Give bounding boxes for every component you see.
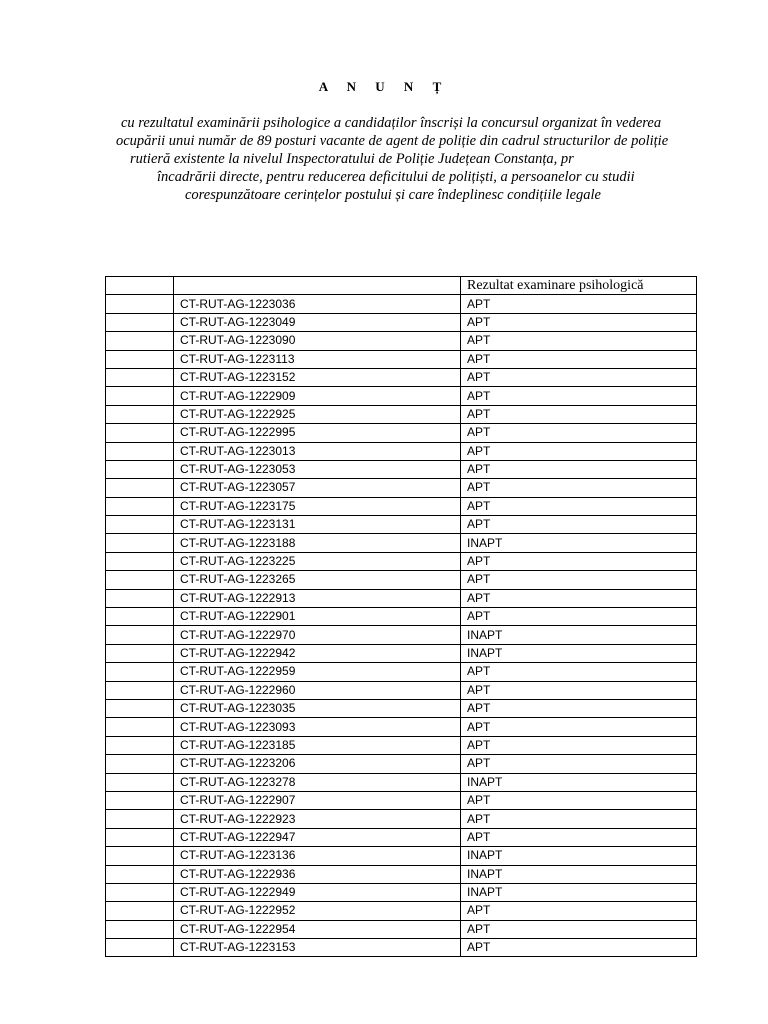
result-cell: APT: [461, 313, 697, 331]
header-code: [174, 277, 461, 295]
row-number-cell: [106, 920, 174, 938]
table-row: [106, 755, 697, 773]
row-number-cell: [106, 939, 174, 957]
candidate-code-cell: CT-RUT-AG-1223265: [174, 571, 461, 589]
candidate-code-cell: CT-RUT-AG-1223036: [174, 295, 461, 313]
row-number-cell: [106, 368, 174, 386]
row-number-cell: [106, 847, 174, 865]
table-row: [106, 939, 697, 957]
candidate-code-cell: CT-RUT-AG-1223152: [174, 368, 461, 386]
table-row: [106, 405, 697, 423]
candidate-code-cell: CT-RUT-AG-1222901: [174, 608, 461, 626]
row-number-cell: [106, 295, 174, 313]
table-row: [106, 847, 697, 865]
row-number-cell: [106, 773, 174, 791]
table-row: [106, 828, 697, 846]
candidate-code-cell: CT-RUT-AG-1223131: [174, 516, 461, 534]
row-number-cell: [106, 626, 174, 644]
result-cell: APT: [461, 571, 697, 589]
table-row: [106, 736, 697, 754]
candidate-code-cell: CT-RUT-AG-1222949: [174, 883, 461, 901]
result-cell: INAPT: [461, 626, 697, 644]
table-row: [106, 332, 697, 350]
candidate-code-cell: CT-RUT-AG-1222960: [174, 681, 461, 699]
candidate-code-cell: CT-RUT-AG-1223049: [174, 313, 461, 331]
candidate-code-cell: CT-RUT-AG-1222942: [174, 644, 461, 662]
row-number-cell: [106, 828, 174, 846]
candidate-code-cell: CT-RUT-AG-1222952: [174, 902, 461, 920]
candidate-code-cell: CT-RUT-AG-1223013: [174, 442, 461, 460]
table-row: [106, 718, 697, 736]
table-row: [106, 920, 697, 938]
table-row: [106, 313, 697, 331]
row-number-cell: [106, 902, 174, 920]
result-cell: APT: [461, 516, 697, 534]
result-cell: APT: [461, 424, 697, 442]
row-number-cell: [106, 405, 174, 423]
row-number-cell: [106, 810, 174, 828]
row-number-cell: [106, 534, 174, 552]
result-cell: INAPT: [461, 773, 697, 791]
result-cell: APT: [461, 920, 697, 938]
table-row: [106, 773, 697, 791]
row-number-cell: [106, 442, 174, 460]
candidate-code-cell: CT-RUT-AG-1223136: [174, 847, 461, 865]
row-number-cell: [106, 571, 174, 589]
table-row: [106, 681, 697, 699]
result-cell: APT: [461, 589, 697, 607]
result-cell: INAPT: [461, 534, 697, 552]
page-title: A N U N Ț: [318, 79, 450, 94]
row-number-cell: [106, 699, 174, 717]
table-row: [106, 424, 697, 442]
table-row: [106, 589, 697, 607]
result-cell: INAPT: [461, 865, 697, 883]
candidate-code-cell: CT-RUT-AG-1222995: [174, 424, 461, 442]
result-cell: APT: [461, 736, 697, 754]
row-number-cell: [106, 608, 174, 626]
candidate-code-cell: CT-RUT-AG-1222907: [174, 791, 461, 809]
table-row: [106, 608, 697, 626]
table-row: [106, 552, 697, 570]
result-cell: APT: [461, 368, 697, 386]
candidate-code-cell: CT-RUT-AG-1222909: [174, 387, 461, 405]
row-number-cell: [106, 883, 174, 901]
table-row: [106, 534, 697, 552]
row-number-cell: [106, 736, 174, 754]
candidate-code-cell: CT-RUT-AG-1223057: [174, 479, 461, 497]
result-cell: APT: [461, 552, 697, 570]
row-number-cell: [106, 460, 174, 478]
candidate-code-cell: CT-RUT-AG-1222923: [174, 810, 461, 828]
result-cell: INAPT: [461, 847, 697, 865]
row-number-cell: [106, 350, 174, 368]
row-number-cell: [106, 332, 174, 350]
result-cell: APT: [461, 902, 697, 920]
result-cell: APT: [461, 295, 697, 313]
candidate-code-cell: CT-RUT-AG-1223278: [174, 773, 461, 791]
table-row: [106, 442, 697, 460]
candidate-code-cell: CT-RUT-AG-1222925: [174, 405, 461, 423]
header-result: Rezultat examinare psihologică: [461, 277, 697, 295]
intro-line: corespunzătoare cerințelor postului și care îndeplinesc condițiile legale: [185, 187, 601, 203]
intro-line: cu rezultatul examinării psihologice a candidaților înscriși la concursul organizat în vederea: [121, 115, 662, 131]
result-cell: APT: [461, 460, 697, 478]
table-row: [106, 350, 697, 368]
row-number-cell: [106, 791, 174, 809]
result-cell: INAPT: [461, 883, 697, 901]
intro-line: rutieră existente la nivelul Inspectoratului de Poliție Județean Constanța, pr: [130, 151, 574, 167]
row-number-cell: [106, 424, 174, 442]
table-row: [106, 810, 697, 828]
result-cell: APT: [461, 497, 697, 515]
candidate-code-cell: CT-RUT-AG-1222954: [174, 920, 461, 938]
table-row: [106, 460, 697, 478]
header-number: [106, 277, 174, 295]
row-number-cell: [106, 865, 174, 883]
result-cell: APT: [461, 828, 697, 846]
candidate-code-cell: CT-RUT-AG-1223185: [174, 736, 461, 754]
table-row: [106, 644, 697, 662]
result-cell: APT: [461, 608, 697, 626]
table-row: [106, 497, 697, 515]
candidate-code-cell: CT-RUT-AG-1222947: [174, 828, 461, 846]
intro-line: ocupării unui număr de 89 posturi vacante de agent de poliție din cadrul structurilor de poliție: [116, 133, 669, 149]
result-cell: APT: [461, 791, 697, 809]
table-row: [106, 626, 697, 644]
result-cell: APT: [461, 350, 697, 368]
candidate-code-cell: CT-RUT-AG-1223225: [174, 552, 461, 570]
results-body: [106, 295, 697, 957]
table-row: [106, 387, 697, 405]
row-number-cell: [106, 497, 174, 515]
row-number-cell: [106, 681, 174, 699]
candidate-code-cell: CT-RUT-AG-1222970: [174, 626, 461, 644]
candidate-code-cell: CT-RUT-AG-1223035: [174, 699, 461, 717]
table-row: [106, 516, 697, 534]
result-cell: APT: [461, 387, 697, 405]
result-cell: APT: [461, 699, 697, 717]
row-number-cell: [106, 718, 174, 736]
table-header-row: [106, 277, 697, 295]
row-number-cell: [106, 313, 174, 331]
candidate-code-cell: CT-RUT-AG-1223053: [174, 460, 461, 478]
row-number-cell: [106, 589, 174, 607]
result-cell: APT: [461, 405, 697, 423]
row-number-cell: [106, 663, 174, 681]
table-row: [106, 865, 697, 883]
result-cell: APT: [461, 663, 697, 681]
candidate-code-cell: CT-RUT-AG-1222959: [174, 663, 461, 681]
row-number-cell: [106, 387, 174, 405]
table-row: [106, 479, 697, 497]
candidate-code-cell: CT-RUT-AG-1222936: [174, 865, 461, 883]
result-cell: APT: [461, 718, 697, 736]
result-cell: APT: [461, 479, 697, 497]
table-row: [106, 571, 697, 589]
row-number-cell: [106, 516, 174, 534]
result-cell: APT: [461, 681, 697, 699]
row-number-cell: [106, 644, 174, 662]
result-cell: APT: [461, 939, 697, 957]
result-cell: APT: [461, 442, 697, 460]
row-number-cell: [106, 552, 174, 570]
table-row: [106, 368, 697, 386]
intro-line: încadrării directe, pentru reducerea deficitului de polițiști, a persoanelor cu studii: [157, 169, 635, 185]
table-row: [106, 883, 697, 901]
candidate-code-cell: CT-RUT-AG-1223093: [174, 718, 461, 736]
candidate-code-cell: CT-RUT-AG-1223188: [174, 534, 461, 552]
result-cell: APT: [461, 810, 697, 828]
table-row: [106, 791, 697, 809]
result-cell: INAPT: [461, 644, 697, 662]
row-number-cell: [106, 755, 174, 773]
table-row: [106, 699, 697, 717]
results-table: [105, 276, 697, 957]
table-row: [106, 902, 697, 920]
table-row: [106, 295, 697, 313]
result-cell: APT: [461, 332, 697, 350]
result-cell: APT: [461, 755, 697, 773]
candidate-code-cell: CT-RUT-AG-1222913: [174, 589, 461, 607]
candidate-code-cell: CT-RUT-AG-1223153: [174, 939, 461, 957]
candidate-code-cell: CT-RUT-AG-1223113: [174, 350, 461, 368]
table-row: [106, 663, 697, 681]
candidate-code-cell: CT-RUT-AG-1223206: [174, 755, 461, 773]
candidate-code-cell: CT-RUT-AG-1223175: [174, 497, 461, 515]
candidate-code-cell: CT-RUT-AG-1223090: [174, 332, 461, 350]
row-number-cell: [106, 479, 174, 497]
